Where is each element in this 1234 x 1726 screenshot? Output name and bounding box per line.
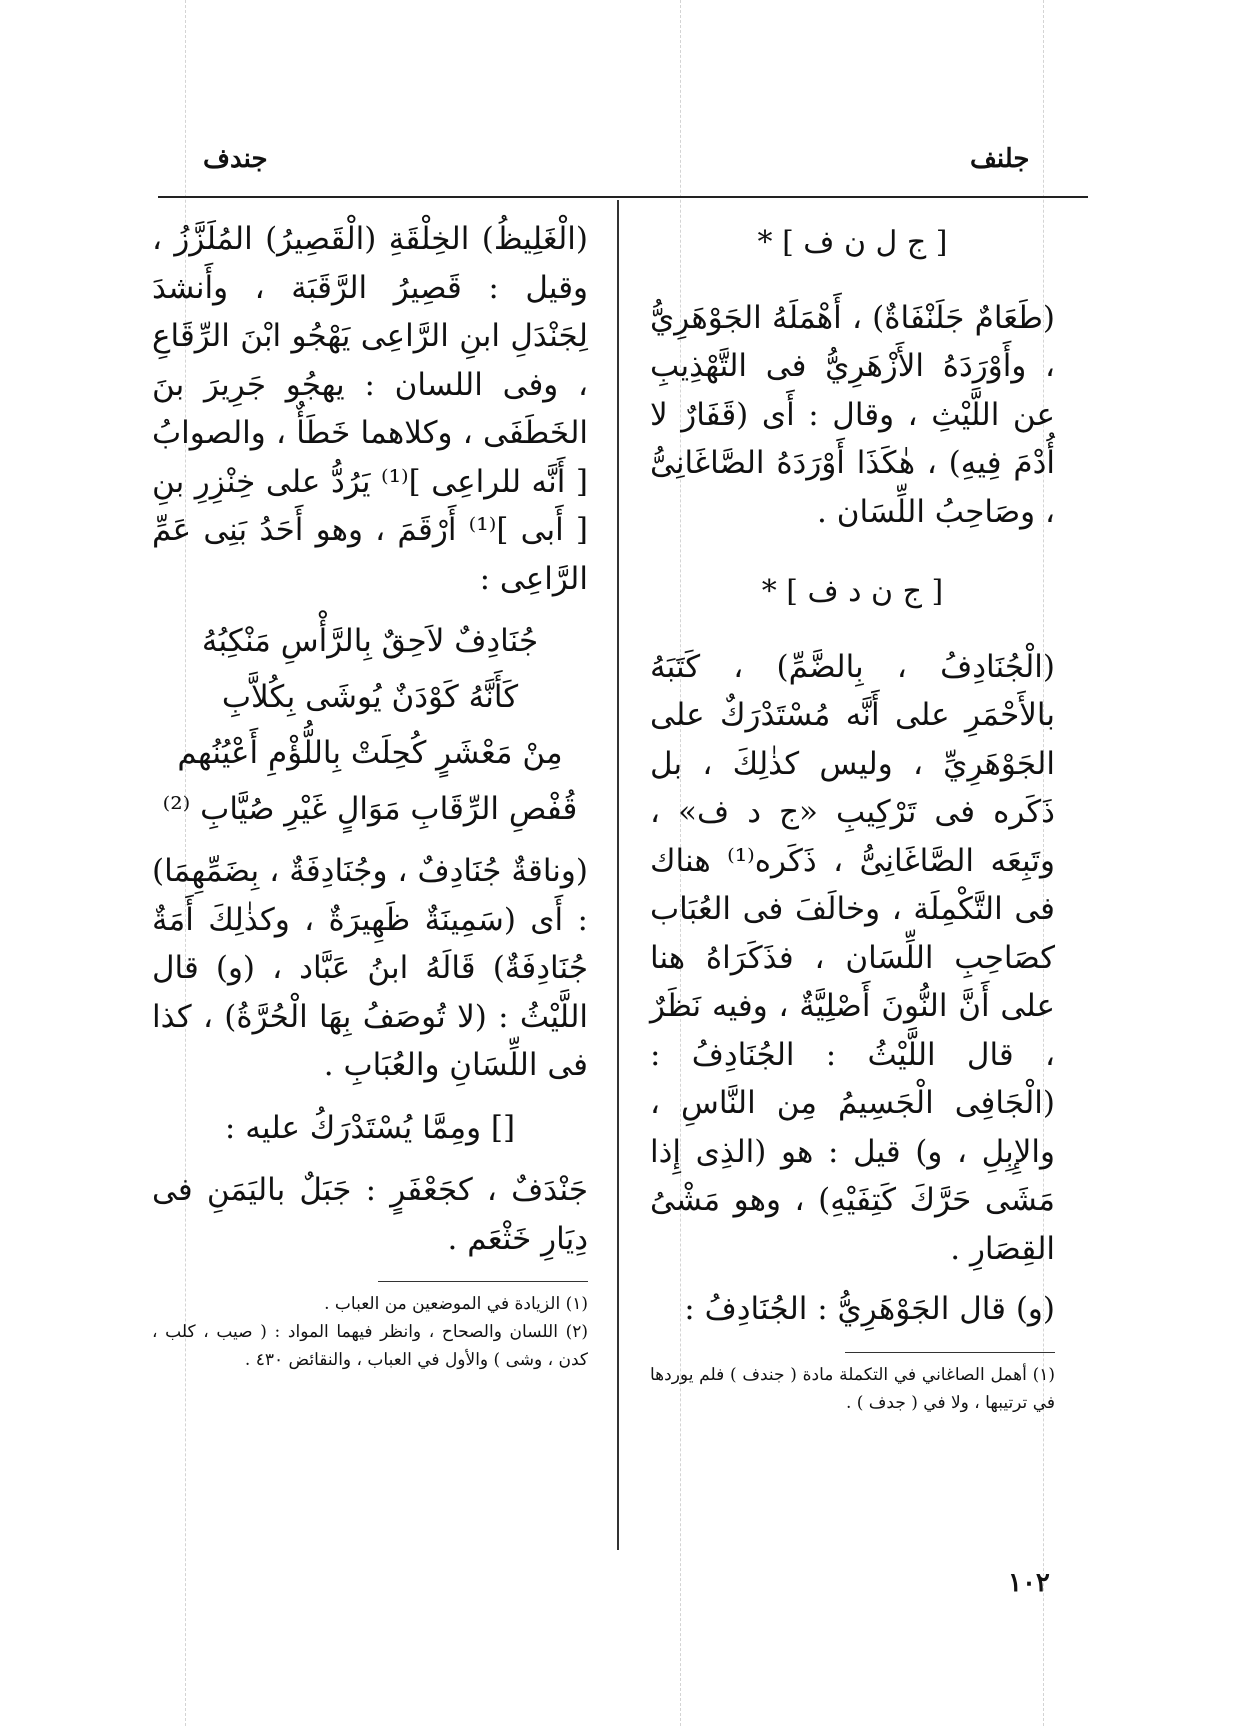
left-column: [152, 215, 588, 1374]
entry-body-jandaf: جَنْدَفٌ ، كجَعْفَرٍ : جَبَلٌ باليَمَنِ فى دِيَارِ خَثْعَم .: [152, 1172, 588, 1257]
entry-heading-jlnf: [ ج ل ن ف ] *: [757, 225, 948, 260]
footnotes-left: [152, 1290, 588, 1374]
footnote-rule: [845, 1352, 1055, 1353]
poem-verse: كَأَنَّهُ كَوْدَنٌ يُوشَى بِكُلاَّبِ: [221, 679, 519, 715]
entry-body-naqa: (وناقةٌ جُنَادِفٌ ، وجُنَادِفَةٌ ، بِضَمِّهِمَا) : أَى (سَمِينَةٌ ظَهِيرَةٌ ، وكذٰلِكَ أَمَةٌ جُنَادِفَةٌ) قَالَهُ ابنُ عَبَّاد ، (و) قال اللَّيْثُ : (لا تُوصَفُ بِهَا الْحُرَّةُ) ، كذا فى اللِّسَانِ والعُبَابِ .: [152, 853, 588, 1083]
running-header-right: جلنف: [970, 144, 1030, 174]
header-rule: [158, 196, 1088, 198]
running-header-left: جندف: [203, 144, 268, 174]
poem-verse: مِنْ مَعْشَرٍ كُحِلَتْ بِاللُّؤْمِ أَعْيُنُهم: [177, 735, 563, 771]
footnote-rule: [378, 1281, 588, 1282]
entry-heading-jndf: [ ج ن د ف ] *: [761, 574, 944, 609]
right-column: [650, 215, 1055, 1417]
footnotes-right: [650, 1361, 1055, 1417]
mustadrak-heading: [] ومِمَّا يُسْتَدْرَكُ عليه :: [224, 1109, 516, 1146]
footnote: (٢) اللسان والصحاح ، وانظر فيهما المواد : ( صيب ، كلب ، كدن ، وشى ) والأول في العباب ، والنقائض ٤٣٠ .: [152, 1322, 588, 1370]
page-number: ١٠٢: [1008, 1568, 1050, 1598]
footnote: (١) أهمل الصاغاني في التكملة مادة ( جندف ) فلم يوردها في ترتيبها ، ولا في ( جدف ) .: [650, 1364, 1055, 1413]
entry-body-jndf: (الْجُنَادِفُ ، بِالضَّمِّ) ، كَتَبَهُ بالأَحْمَرِ على أَنَّه مُسْتَدْرَكٌ على الجَوْهَرِيِّ ، وليس كذٰلِكَ ، بل ذَكَره فى تَرْكِيبِ «ج د ف» ، وتَبِعَه الصَّاغَانِىُّ ، ذَكَره⁽¹⁾ هناك فى التَّكْمِلَة ، وخالَفَ فى العُبَاب كصَاحِبِ اللِّسَان ، فذَكَرَاهُ هنا على أَنَّ النُّونَ أَصْلِيَّةٌ ، وفيه نَظَرٌ ، قال اللَّيْثُ : الجُنَادِفُ : (الْجَافِى الْجَسِيمُ مِن النَّاسِ ، والإِبِلِ ، و) قيل : هو (الذِى إِذا مَشَى حَرَّكَ كَتِفَيْهِ) ، وهو مَشْىُ القِصَارِ .: [650, 648, 1055, 1267]
entry-body-jlnf: (طَعَامٌ جَلَنْفَاةٌ) ، أَهْمَلَهُ الجَوْهَرِيُّ ، وأَوْرَدَهُ الأَزْهَرِيُّ فى التَّهْذِيبِ عن اللَّيْثِ ، وقال : أَى (قَفَارٌ لا أُدْمَ فِيهِ) ، هٰكَذَا أَوْرَدَهُ الصَّاغَانِىُّ ، وصَاحِبُ اللِّسَان .: [650, 299, 1055, 530]
poem-verse: جُنَادِفٌ لاَحِقٌ بِالرَّأْسِ مَنْكِبُهُ: [201, 623, 539, 659]
entry-body-jndf-cont: (الْغَلِيظُ) الخِلْقَةِ (الْقَصِيرُ) المُلَزَّزُ ، وقيل : قَصِيرُ الرَّقَبَة ، وأَنشدَ لِجَنْدَلِ ابنِ الرَّاعِى يَهْجُو ابْنَ الرِّقَاعِ ، وفى اللسان : يهجُو جَرِيرَ بنَ الخَطَفَى ، وكلاهما خَطَأٌ ، والصوابُ [ أَنَّه للراعِى ]⁽¹⁾ يَرُدُّ على خِنْزِرِ بنِ [ أَبى ]⁽¹⁾ أَرْقَمَ ، وهو أَحَدُ بَنِى عَمِّ الرَّاعِى :: [152, 221, 589, 597]
footnote: (١) الزيادة في الموضعين من العباب .: [324, 1294, 588, 1314]
column-divider: [617, 200, 619, 1550]
poem-verse: قُفْصِ الرِّقَابِ مَوَالٍ غَيْرِ صُيَّابِ ⁽²⁾: [162, 791, 578, 827]
entry-body-jndf-continuation: (و) قال الجَوْهَرِيُّ : الجُنَادِفُ :: [684, 1291, 1055, 1327]
